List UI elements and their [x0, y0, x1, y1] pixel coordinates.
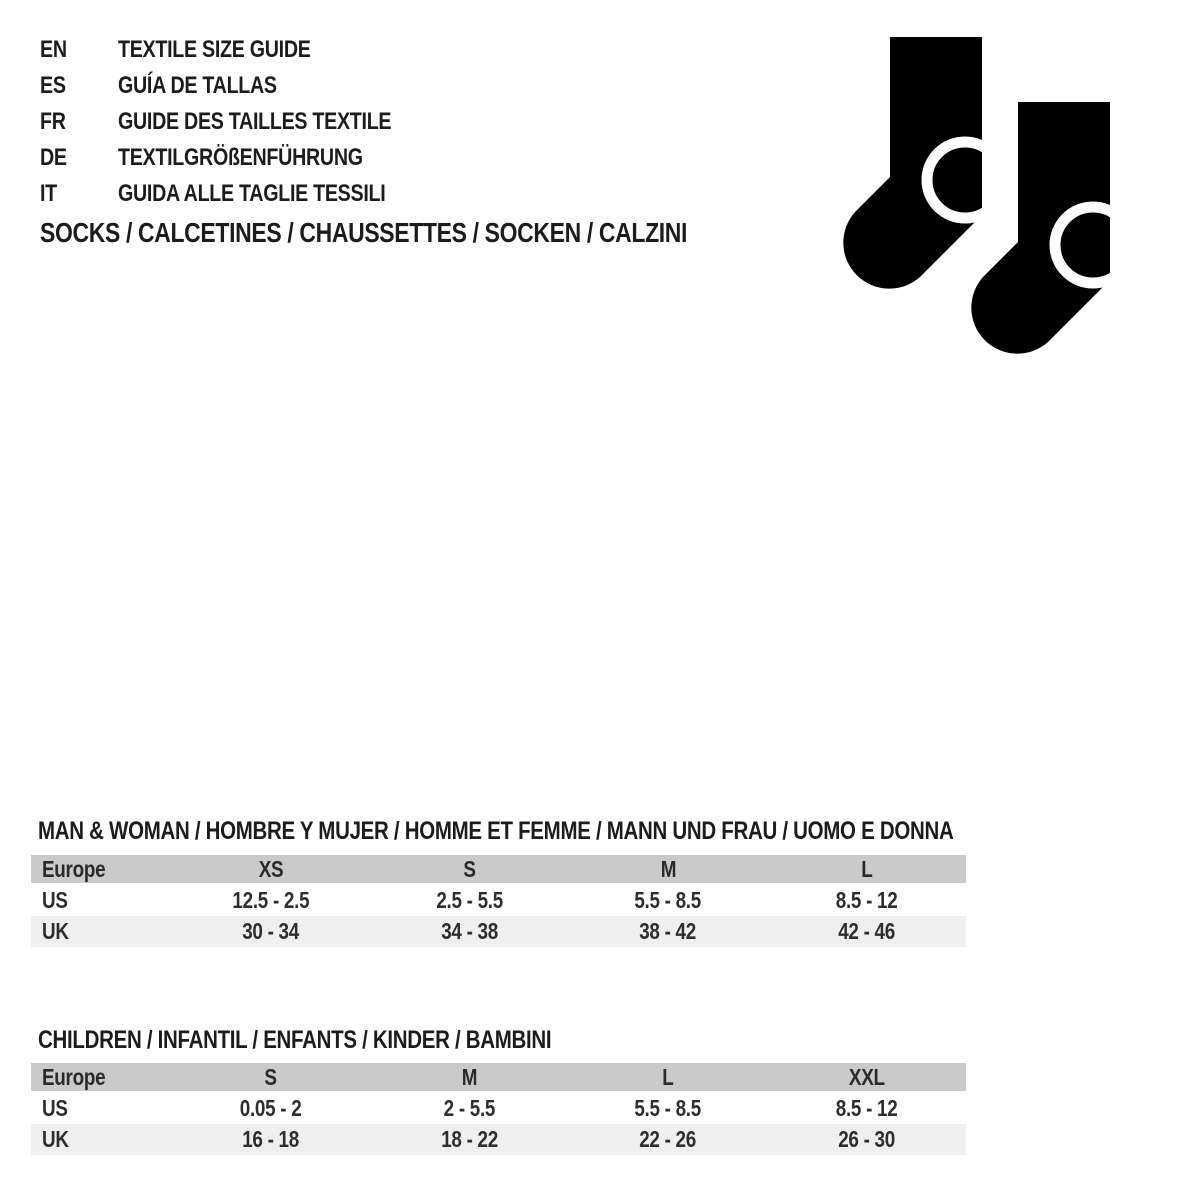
- table-row: [31, 1063, 966, 1093]
- size-value-cell: 2 - 5.5: [443, 1095, 496, 1121]
- size-value-cell: 38 - 42: [639, 918, 697, 944]
- language-code: EN: [40, 36, 67, 63]
- language-row-en: [40, 32, 451, 68]
- size-value-cell: 34 - 38: [440, 918, 498, 944]
- column-header-cell: L: [569, 1063, 768, 1093]
- product-category-line: SOCKS / CALCETINES / CHAUSSETTES / SOCKEN / CALZINI: [40, 217, 688, 248]
- table-row: [31, 1124, 966, 1155]
- size-value-cell: 8.5 - 12: [835, 1095, 898, 1121]
- size-value-cell: 26 - 30: [838, 1126, 896, 1152]
- region-label-cell: US: [42, 887, 68, 913]
- column-header-cell: S: [171, 1063, 370, 1093]
- language-label: TEXTILE SIZE GUIDE: [118, 36, 311, 63]
- column-header-cell: M: [370, 1063, 569, 1093]
- size-value-cell: 0.05 - 2: [239, 1095, 302, 1121]
- size-value-cell: 5.5 - 8.5: [634, 887, 702, 913]
- language-row-fr: [40, 104, 451, 140]
- language-label: GUIDE DES TAILLES TEXTILE: [118, 108, 392, 135]
- language-code: DE: [40, 144, 67, 171]
- language-row-es: [40, 68, 451, 104]
- language-label: TEXTILGRÖßENFÜHRUNG: [118, 144, 363, 171]
- size-value-cell: 42 - 46: [838, 918, 896, 944]
- table-row: [31, 855, 966, 885]
- language-code: ES: [40, 72, 66, 99]
- column-header-cell: Europe: [31, 1063, 171, 1093]
- size-value-cell: 2.5 - 5.5: [435, 887, 503, 913]
- socks-icon: [818, 20, 1150, 365]
- size-value-cell: 12.5 - 2.5: [232, 887, 310, 913]
- size-value-cell: 8.5 - 12: [835, 887, 898, 913]
- region-label-cell: UK: [42, 1126, 69, 1152]
- size-value-cell: 16 - 18: [242, 1126, 299, 1152]
- size-table-man-woman: [31, 855, 966, 947]
- column-header-cell: XXL: [767, 1063, 966, 1093]
- table-title-children: CHILDREN / INFANTIL / ENFANTS / KINDER / BAMBINI: [38, 1026, 552, 1054]
- language-code: IT: [40, 180, 57, 207]
- language-row-it: [40, 176, 451, 212]
- size-value-cell: 18 - 22: [440, 1126, 498, 1152]
- column-header-cell: M: [569, 855, 768, 885]
- table-row: [31, 1093, 966, 1124]
- region-label-cell: UK: [42, 918, 69, 944]
- size-table-children: [31, 1063, 966, 1155]
- column-header-cell: XS: [171, 855, 370, 885]
- sock-shape: [843, 37, 1003, 289]
- column-header-cell: S: [370, 855, 569, 885]
- region-label-cell: US: [42, 1095, 68, 1121]
- language-guide-list: [40, 32, 451, 212]
- table-title-man-woman: MAN & WOMAN / HOMBRE Y MUJER / HOMME ET FEMME / MANN UND FRAU / UOMO E DONNA: [38, 817, 954, 845]
- column-header-cell: Europe: [31, 855, 171, 885]
- size-value-cell: 30 - 34: [242, 918, 299, 944]
- language-label: GUÍA DE TALLAS: [118, 72, 277, 99]
- table-row: [31, 916, 966, 947]
- language-code: FR: [40, 108, 66, 135]
- table-row: [31, 885, 966, 916]
- size-value-cell: 22 - 26: [639, 1126, 697, 1152]
- column-header-cell: L: [767, 855, 966, 885]
- language-label: GUIDA ALLE TAGLIE TESSILI: [118, 180, 386, 207]
- language-row-de: [40, 140, 451, 176]
- size-value-cell: 5.5 - 8.5: [634, 1095, 702, 1121]
